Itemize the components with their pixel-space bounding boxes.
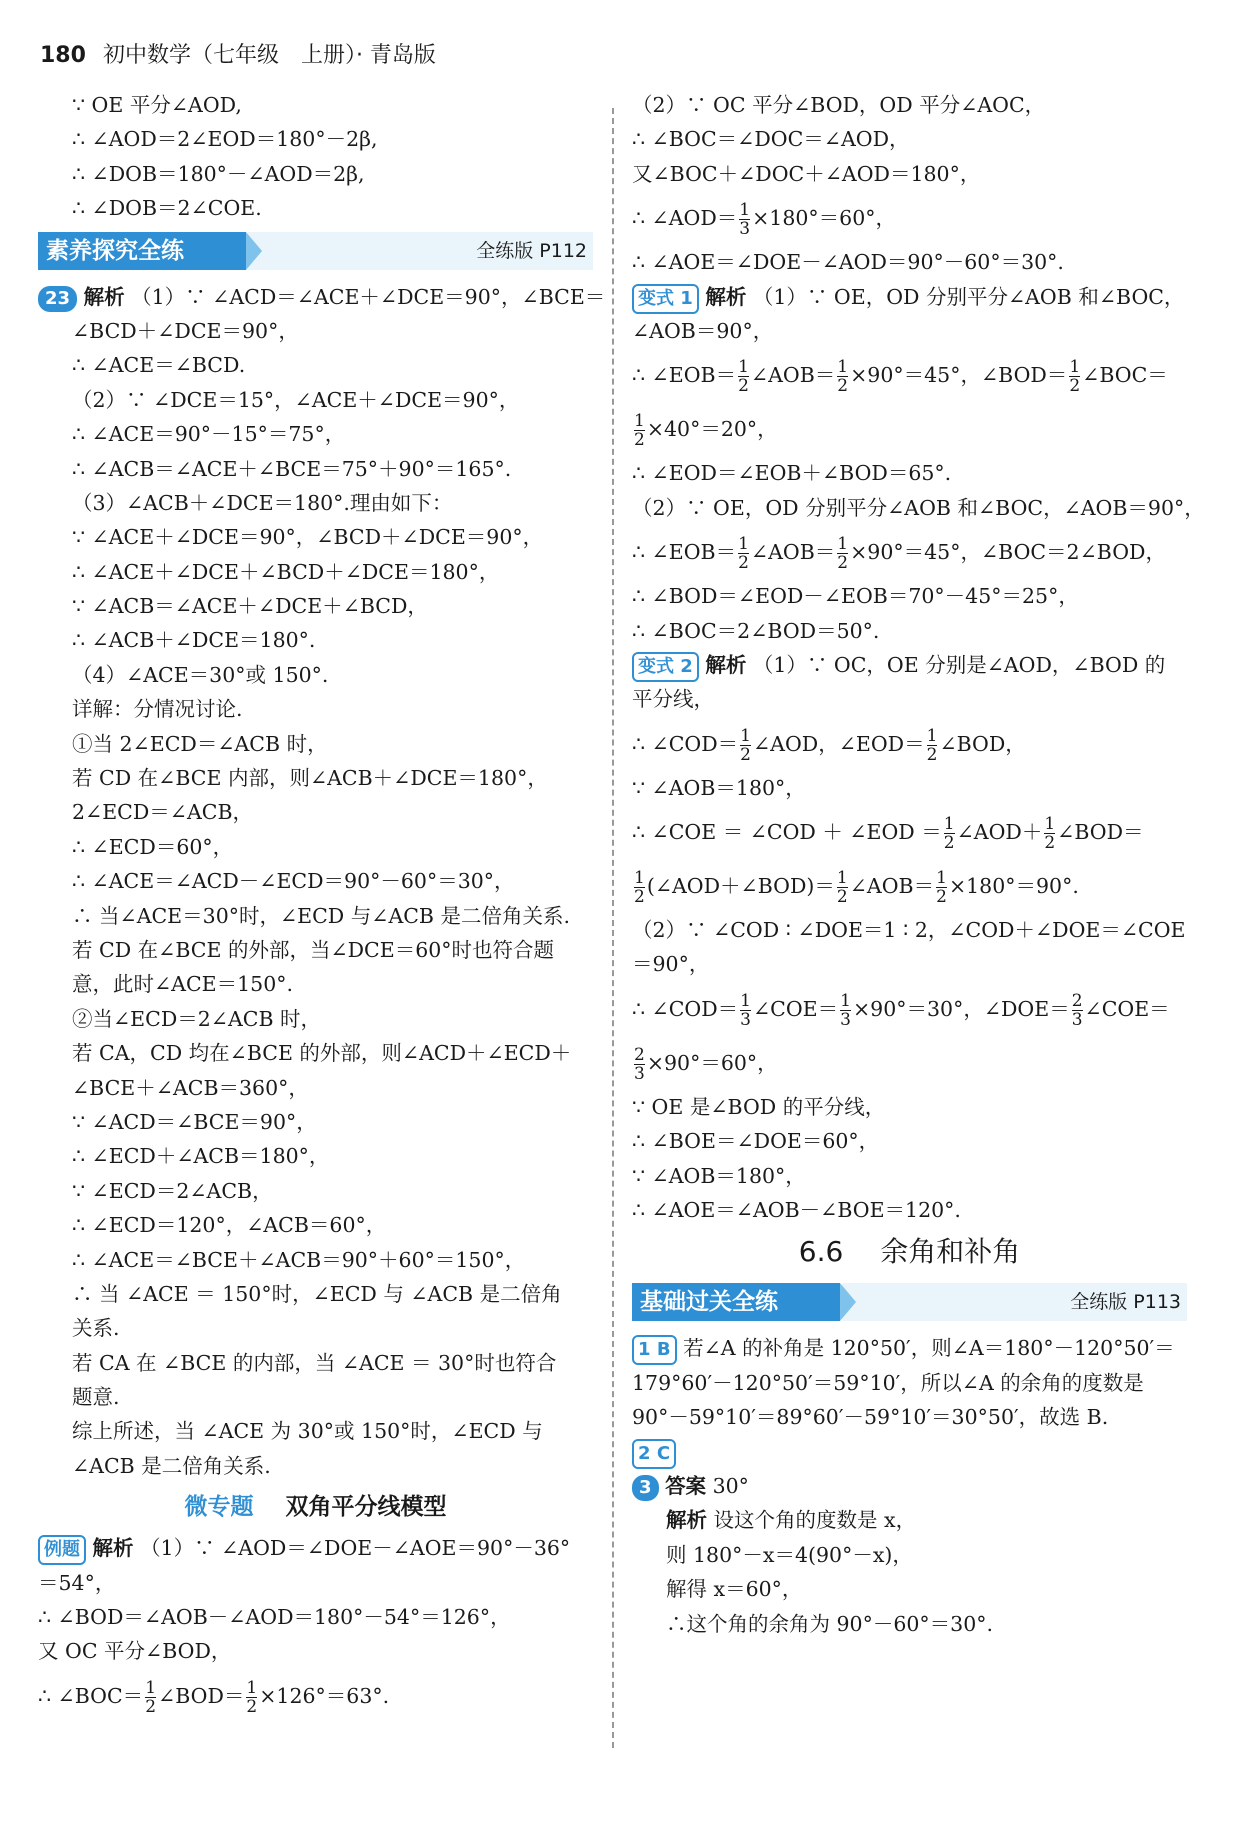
example-first-line: 例题 解析 （1）∵ ∠AOD＝∠DOE－∠AOE＝90°－36°: [38, 1531, 593, 1565]
q23-first-line: 23 解析 （1）∵ ∠ACD＝∠ACE＋∠DCE＝90°，∠BCE＝: [38, 280, 593, 314]
fraction: $\frac{1}{2}$: [740, 725, 751, 765]
fraction: $\frac{1}{2}$: [738, 534, 749, 574]
text-line: ∠BCD＋∠DCE＝90°，: [72, 318, 299, 343]
text-line: ∴ ∠BOC＝∠DOC＝∠AOD，: [632, 127, 910, 152]
text-line: ∴ ∠ACE＝∠BCD.: [72, 353, 246, 378]
text-line: ∵ ∠AOB＝180°，: [632, 775, 806, 800]
question-number: 1 B: [632, 1335, 677, 1365]
fraction: $\frac{1}{2}$: [936, 868, 947, 908]
variant2-first-line: 变式 2 解析 （1）∵ OC，OE 分别是∠AOD，∠BOD 的: [632, 648, 1187, 682]
formula-line: ∴ ∠EOB＝ $\frac{1}{2}$ ∠AOB＝ $\frac{1}{2}$ ×90°＝45°，∠BOC＝2∠BOD，: [632, 534, 1166, 574]
text-line: ∴ ∠ACE＝∠ACD－∠ECD＝90°－60°＝30°，: [72, 869, 515, 894]
text-line: ∵ ∠ACE＋∠DCE＝90°，∠BCD＋∠DCE＝90°，: [72, 525, 544, 550]
banner-tag: 素养探究全练: [38, 232, 246, 270]
text-line: 若 CA，CD 均在∠BCE 的外部，则∠ACD＋∠ECD＋: [72, 1041, 572, 1066]
q3-first-line: 3 答案 30°: [632, 1469, 1187, 1503]
text-line: 179°60′－120°50′＝59°10′，所以∠A 的余角的度数是: [632, 1370, 1144, 1395]
fraction: $\frac{1}{2}$: [1069, 357, 1081, 397]
formula-line: $\frac{1}{2}$ (∠AOD＋∠BOD)＝ $\frac{1}{2}$ ∠AOB＝ $\frac{1}{2}$ ×180°＝90°.: [634, 868, 1079, 908]
page-number: 180: [40, 43, 86, 68]
text-line: 则 180°－x＝4(90°－x)，: [666, 1542, 913, 1567]
text-line: ∴ ∠BOD＝∠EOD－∠EOB＝70°－45°＝25°，: [632, 584, 1079, 609]
text-line: 若 CD 在∠BCE 的外部，当∠DCE＝60°时也符合题: [72, 937, 555, 962]
text-line: （4）∠ACE＝30°或 150°.: [72, 662, 329, 687]
formula-line: ∴ ∠COD＝ $\frac{1}{3}$ ∠COE＝ $\frac{1}{3}$ ×90°＝30°，∠DOE＝ $\frac{2}{3}$ ∠COE＝: [632, 990, 1170, 1030]
fraction: $\frac{1}{2}$: [943, 814, 955, 854]
fraction: $\frac{1}{3}$: [740, 990, 751, 1030]
text-line: 解得 x＝60°，: [666, 1577, 803, 1602]
formula-line: ∴ ∠AOD＝ $\frac{1}{3}$ ×180°＝60°，: [632, 200, 897, 240]
fraction: $\frac{1}{2}$: [634, 411, 645, 451]
text-line: ∵ ∠AOB＝180°，: [632, 1163, 806, 1188]
fraction: $\frac{1}{2}$: [837, 357, 849, 397]
section-heading: [632, 1227, 1187, 1277]
section-banner: [632, 1283, 1187, 1321]
banner-tag: 基础过关全练: [632, 1283, 840, 1321]
text-line: ∴ ∠BOE＝∠DOE＝60°，: [632, 1129, 880, 1154]
q3-analysis-line: 解析 设这个角的度数是 x，: [666, 1508, 917, 1533]
question-number: 3: [632, 1475, 659, 1501]
section-number: 6.6: [798, 1235, 844, 1269]
text-line: 又∠BOC＋∠DOC＋∠AOD＝180°，: [632, 161, 981, 186]
formula-line: ∴ ∠COD＝ $\frac{1}{2}$ ∠AOD，∠EOD＝ $\frac{1}{2}$ ∠BOD，: [632, 725, 1026, 765]
answer-label: 答案: [665, 1473, 707, 1498]
text-line: ∠AOB＝90°，: [632, 318, 774, 343]
analysis-label: 解析: [92, 1536, 134, 1561]
fraction: $\frac{1}{3}$: [739, 200, 751, 240]
text-line: （3）∠ACB＋∠DCE＝180°.理由如下：: [72, 490, 453, 515]
text-line: 又 OC 平分∠BOD，: [38, 1639, 232, 1664]
text-line: ∴ ∠ECD＝60°，: [72, 834, 234, 859]
text-line: ∴ ∠ACE＋∠DCE＋∠BCD＋∠DCE＝180°，: [72, 559, 500, 584]
formula-line: ∴ ∠BOC＝ $\frac{1}{2}$ ∠BOD＝ $\frac{1}{2}$ ×126°＝63°.: [38, 1677, 390, 1717]
page-header: [40, 38, 436, 69]
q1-first-line: 1 B 若∠A 的补角是 120°50′，则∠A＝180°－120°50′＝: [632, 1331, 1187, 1365]
text-line: ∵ OE 是∠BOD 的平分线，: [632, 1094, 886, 1119]
formula-line: ∴ ∠COE ＝ ∠COD ＋ ∠EOD ＝ $\frac{1}{2}$ ∠AOD＋ $\frac{1}{2}$ ∠BOD＝: [632, 814, 1144, 854]
banner-ref: 全练版 P113: [1070, 1291, 1181, 1314]
text-line: （2）∵ OE，OD 分别平分∠AOB 和∠BOC，∠AOB＝90°，: [632, 495, 1205, 520]
text-line: ②当∠ECD＝2∠ACB 时，: [72, 1006, 322, 1031]
book-title: 初中数学（七年级 上册）· 青岛版: [102, 43, 436, 68]
fraction: $\frac{1}{2}$: [837, 534, 849, 574]
formula-line: ∴ ∠EOB＝ $\frac{1}{2}$ ∠AOB＝ $\frac{1}{2}$ ×90°＝45°，∠BOD＝ $\frac{1}{2}$ ∠BOC＝: [632, 357, 1168, 397]
text-line: ＝54°，: [38, 1570, 116, 1595]
text-line: 题意.: [72, 1385, 120, 1410]
text-line: ∴ ∠BOC＝2∠BOD＝50°.: [632, 618, 880, 643]
text-line: ①当 2∠ECD＝∠ACB 时，: [72, 731, 328, 756]
formula-line: $\frac{1}{2}$ ×40°＝20°，: [634, 411, 778, 451]
text-line: 若 CD 在∠BCE 内部，则∠ACB＋∠DCE＝180°，: [72, 766, 548, 791]
variant1-first-line: 变式 1 解析 （1）∵ OE，OD 分别平分∠AOB 和∠BOC，: [632, 280, 1187, 314]
right-column: [632, 88, 1205, 1641]
formula-line: $\frac{2}{3}$ ×90°＝60°，: [634, 1044, 778, 1084]
text-line: ∴ ∠ACE＝∠BCE＋∠ACB＝90°＋60°＝150°，: [72, 1247, 526, 1272]
variant-label: 变式 1: [632, 284, 699, 314]
text-line: 综上所述，当 ∠ACE 为 30°或 150°时，∠ECD 与: [72, 1419, 543, 1444]
text-line: ＝90°，: [632, 952, 710, 977]
fraction: $\frac{1}{2}$: [246, 1677, 258, 1717]
text-line: ∴ ∠ECD＝120°，∠ACB＝60°，: [72, 1213, 387, 1238]
text-line: （2）∵ OC 平分∠BOD，OD 平分∠AOC，: [632, 93, 1046, 117]
text-line: ∠BCE＋∠ACB＝360°，: [72, 1075, 309, 1100]
section-banner: [38, 232, 593, 270]
fraction: $\frac{1}{2}$: [634, 868, 645, 908]
question-number: 23: [38, 286, 77, 312]
text-line: ∴ ∠BOD＝∠AOB－∠AOD＝180°－54°＝126°，: [38, 1605, 511, 1630]
text-line: 平分线，: [632, 687, 714, 712]
text-line: ∴ ∠EOD＝∠EOB＋∠BOD＝65°.: [632, 461, 952, 486]
fraction: $\frac{1}{2}$: [1044, 814, 1056, 854]
section-title: 余角和补角: [880, 1235, 1021, 1269]
text-line: ∴ ∠ACE＝90°－15°＝75°，: [72, 422, 346, 447]
fraction: $\frac{1}{3}$: [840, 990, 851, 1030]
text-line: ∵ ∠ECD＝2∠ACB，: [72, 1178, 273, 1203]
column-divider: [612, 108, 614, 1748]
text-line: ∴ 当∠ACE＝30°时，∠ECD 与∠ACB 是二倍角关系.: [72, 903, 571, 928]
text-line: 详解：分情况讨论.: [72, 697, 243, 722]
text-line: （2）∵ ∠DCE＝15°，∠ACE＋∠DCE＝90°，: [72, 387, 520, 412]
text-line: ∴ ∠ECD＋∠ACB＝180°，: [72, 1144, 330, 1169]
text-line: ∴ ∠DOB＝2∠COE.: [72, 196, 262, 221]
fraction: $\frac{2}{3}$: [1071, 990, 1083, 1030]
text-line: ∴ ∠ACB＝∠ACE＋∠BCE＝75°＋90°＝165°.: [72, 456, 512, 481]
banner-ref: 全练版 P112: [476, 239, 587, 262]
text-line: ∴ ∠DOB＝180°－∠AOD＝2β,: [72, 161, 365, 186]
micro-topic-title: 双角平分线模型: [285, 1494, 447, 1521]
text-line: 意，此时∠ACE＝150°.: [72, 972, 294, 997]
text-line: （2）∵ ∠COD ∶ ∠DOE＝1 ∶ 2，∠COD＋∠DOE＝∠COE: [632, 918, 1186, 943]
variant-label: 变式 2: [632, 652, 699, 682]
text-line: ∴ ∠AOE＝∠AOB－∠BOE＝120°.: [632, 1198, 961, 1223]
micro-topic-heading: [38, 1483, 593, 1531]
micro-topic-label: 微专题: [184, 1494, 254, 1521]
text-line: ∵ OE 平分∠AOD,: [72, 93, 242, 117]
fraction: $\frac{1}{2}$: [738, 357, 749, 397]
text-line: 若 CA 在 ∠BCE 的内部，当 ∠ACE ＝ 30°时也符合: [72, 1350, 557, 1375]
text-line: 2∠ECD＝∠ACB，: [72, 800, 254, 825]
text-line: ∠ACB 是二倍角关系.: [72, 1453, 271, 1478]
analysis-label: 解析: [705, 284, 747, 309]
text-line: 90°－59°10′＝89°60′－59°10′＝30°50′，故选 B.: [632, 1405, 1109, 1430]
fraction: $\frac{2}{3}$: [634, 1044, 645, 1084]
text-line: ∴这个角的余角为 90°－60°＝30°.: [666, 1611, 994, 1636]
text-line: 关系.: [72, 1316, 120, 1341]
fraction: $\frac{1}{2}$: [145, 1677, 157, 1717]
analysis-label: 解析: [666, 1508, 707, 1533]
analysis-label: 解析: [83, 284, 125, 309]
fraction: $\frac{1}{2}$: [836, 868, 848, 908]
text-line: ∵ ∠ACB＝∠ACE＋∠DCE＋∠BCD，: [72, 594, 428, 619]
question-number: 2 C: [632, 1439, 676, 1469]
fraction: $\frac{1}{2}$: [926, 725, 938, 765]
text-line: ∴ ∠AOE＝∠DOE－∠AOD＝90°－60°＝30°.: [632, 250, 1064, 275]
text-line: ∴ ∠ACB＋∠DCE＝180°.: [72, 628, 316, 653]
text-line: ∴ 当 ∠ACE ＝ 150°时，∠ECD 与 ∠ACB 是二倍角: [72, 1281, 562, 1306]
text-line: ∴ ∠AOD＝2∠EOD＝180°－2β,: [72, 127, 378, 152]
text-line: ∵ ∠ACD＝∠BCE＝90°，: [72, 1109, 317, 1134]
example-label: 例题: [38, 1535, 86, 1565]
analysis-label: 解析: [705, 652, 747, 677]
q2-line: [632, 1435, 1187, 1469]
left-column: [38, 88, 606, 1723]
